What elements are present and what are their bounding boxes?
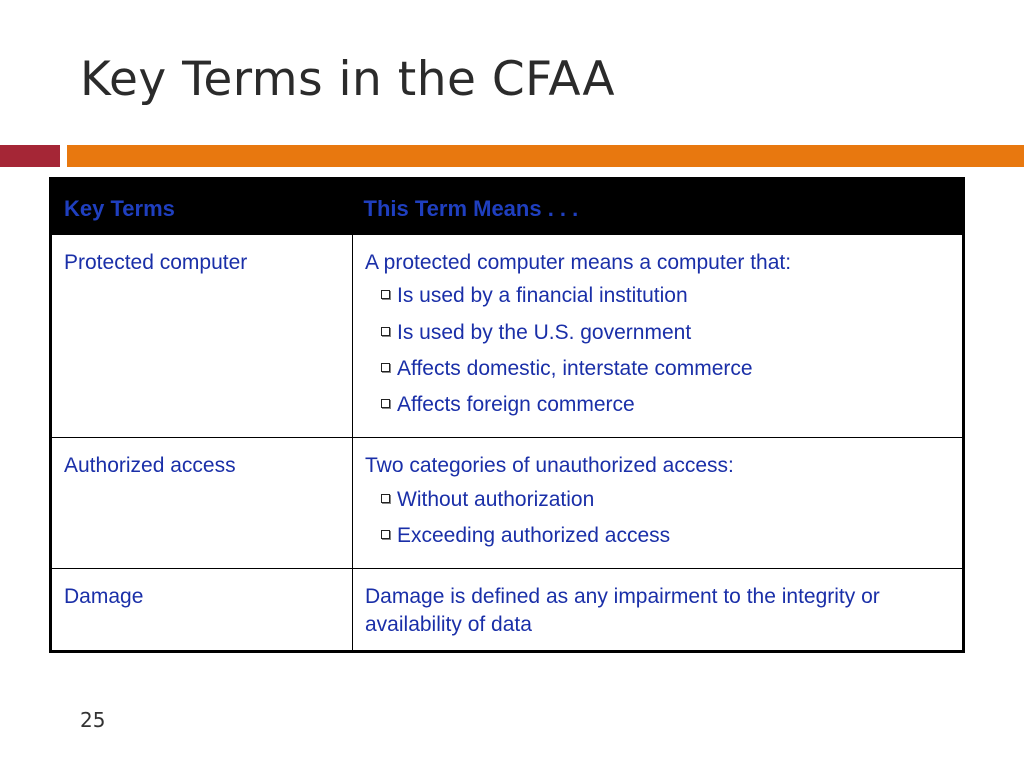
- term-cell: Protected computer: [51, 235, 353, 438]
- key-terms-table: [49, 177, 965, 653]
- table-row-authorized-access: [51, 438, 964, 569]
- meaning-cell: [353, 235, 964, 438]
- bullet-text: Without authorization: [397, 487, 595, 511]
- table-row-damage: [51, 569, 964, 652]
- column-header-term-means: This Term Means . . .: [353, 179, 964, 235]
- meaning-cell: [353, 438, 964, 569]
- meaning-bullet-list: [365, 486, 950, 550]
- checkbox-bullet-icon: [381, 494, 390, 503]
- bullet-item: [381, 522, 950, 549]
- term-cell: Authorized access: [51, 438, 353, 569]
- accent-bar-orange: [67, 145, 1024, 167]
- column-header-key-terms: Key Terms: [51, 179, 353, 235]
- checkbox-bullet-icon: [381, 530, 390, 539]
- meaning-intro: A protected computer means a computer that:: [365, 251, 792, 274]
- bullet-text: Is used by the U.S. government: [397, 320, 692, 344]
- bullet-item: [381, 391, 950, 418]
- bullet-text: Exceeding authorized access: [397, 524, 671, 548]
- meaning-cell: [353, 569, 964, 652]
- meaning-intro: Two categories of unauthorized access:: [365, 454, 734, 478]
- slide-title: Key Terms in the CFAA: [80, 52, 616, 107]
- table-row-protected-computer: [51, 235, 964, 438]
- bullet-item: [381, 319, 950, 346]
- page-number: 25: [80, 708, 106, 732]
- bullet-item: [381, 282, 950, 309]
- term-cell: Damage: [51, 569, 353, 652]
- checkbox-bullet-icon: [381, 363, 390, 372]
- table-header-row: [51, 179, 964, 235]
- bullet-item: [381, 486, 950, 513]
- bullet-text: Affects domestic, interstate commerce: [397, 356, 753, 380]
- checkbox-bullet-icon: [381, 290, 390, 299]
- bullet-text: Is used by a financial institution: [397, 284, 688, 308]
- checkbox-bullet-icon: [381, 399, 390, 408]
- checkbox-bullet-icon: [381, 327, 390, 336]
- bullet-item: [381, 355, 950, 382]
- accent-bar-red: [0, 145, 60, 167]
- bullet-text: Affects foreign commerce: [397, 393, 635, 417]
- meaning-bullet-list: [365, 282, 950, 418]
- meaning-intro: Damage is defined as any impairment to the integrity or availability of data: [365, 585, 880, 636]
